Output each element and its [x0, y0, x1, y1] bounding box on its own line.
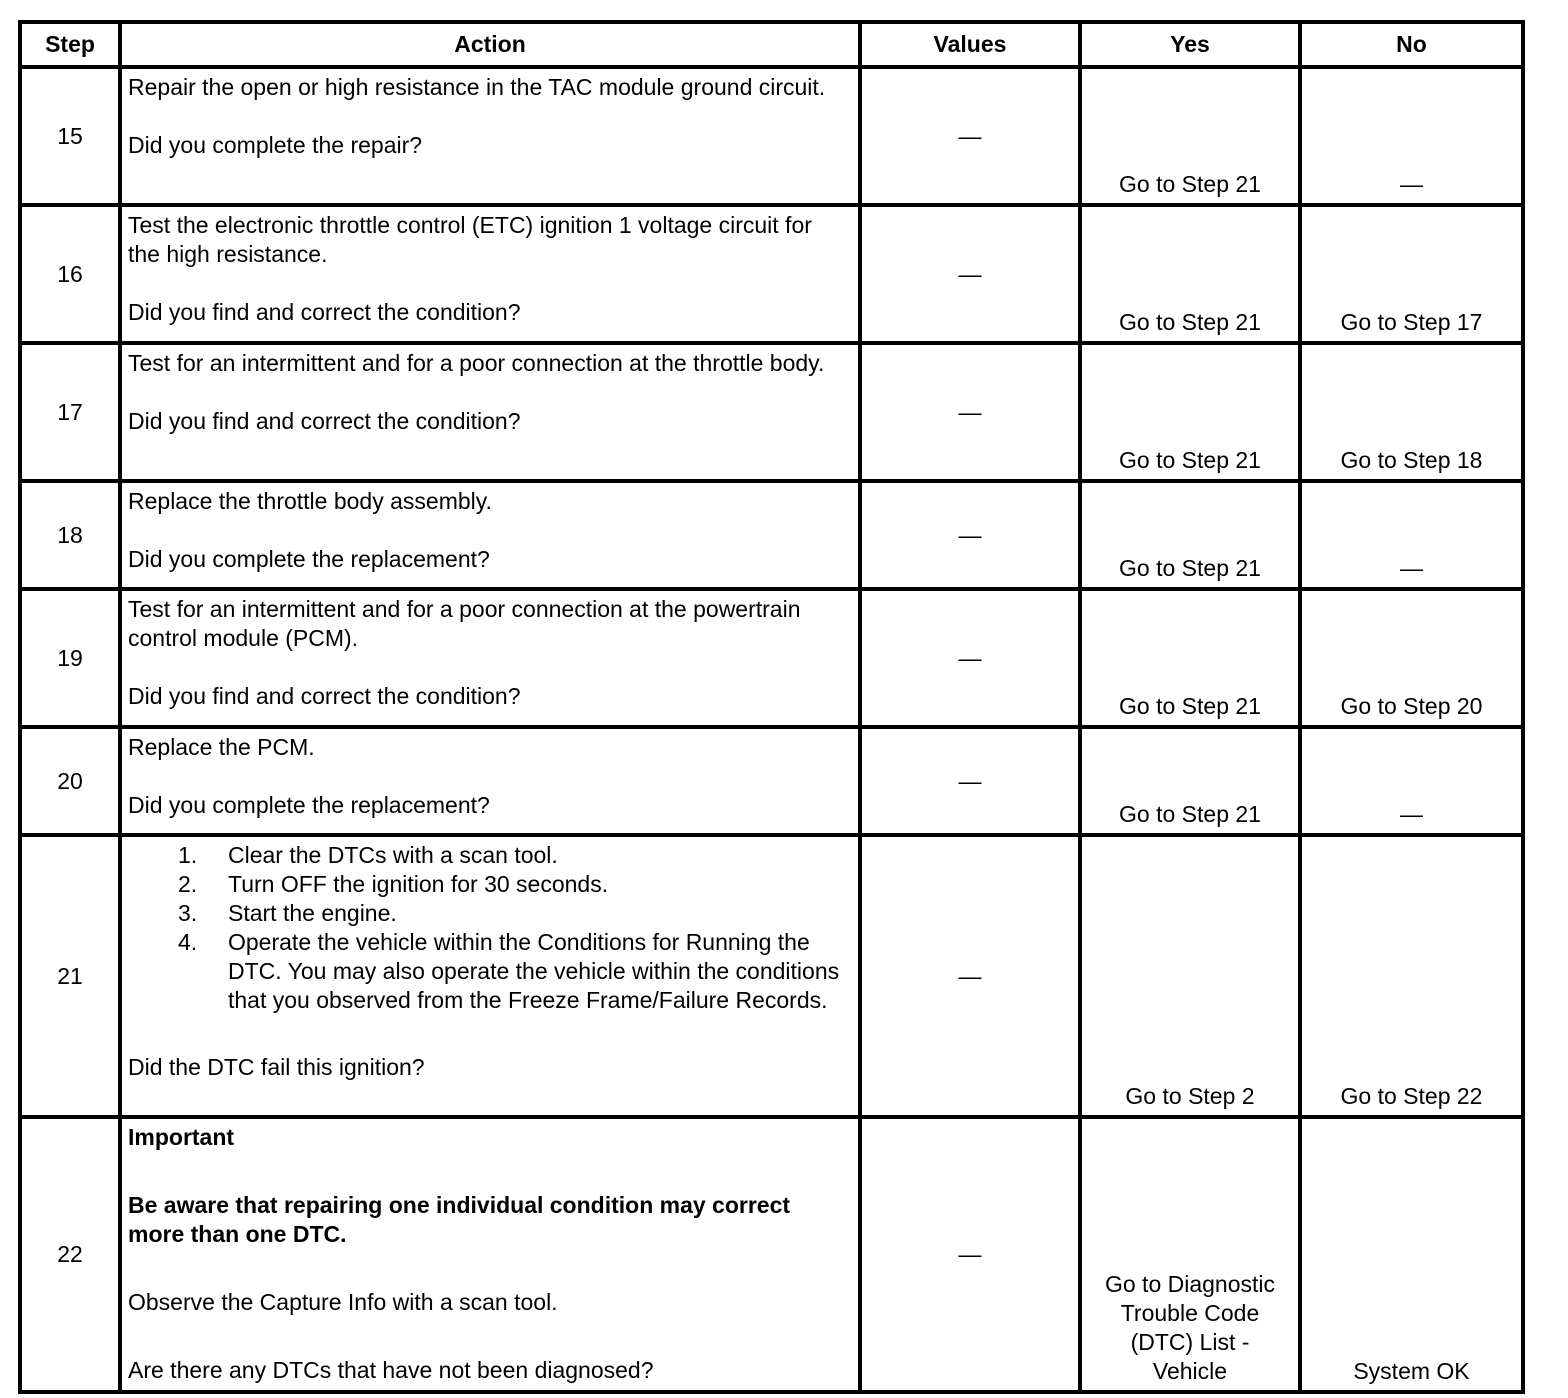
- action-cell: [120, 589, 860, 727]
- action-instruction: Replace the throttle body assembly.: [128, 488, 492, 514]
- no-cell: System OK: [1300, 1117, 1523, 1392]
- action-question: Did you find and correct the condition?: [128, 299, 521, 325]
- no-cell: Go to Step 17: [1300, 205, 1523, 343]
- values-cell: —: [860, 343, 1080, 481]
- no-cell: Go to Step 22: [1300, 835, 1523, 1117]
- no-cell: Go to Step 20: [1300, 589, 1523, 727]
- step-number: 21: [20, 835, 120, 1117]
- list-item: 4. Operate the vehicle within the Conditions for Running the DTC. You may also operate the vehicle within the conditions that you observed from the Freeze Frame/Failure Records.: [178, 929, 840, 1013]
- step-number: 20: [20, 727, 120, 835]
- yes-cell: Go to Step 2: [1080, 835, 1300, 1117]
- yes-cell: Go to Diagnostic Trouble Code (DTC) List - Vehicle: [1080, 1117, 1300, 1392]
- action-question: Are there any DTCs that have not been diagnosed?: [128, 1357, 654, 1383]
- action-instruction: Test for an intermittent and for a poor connection at the powertrain control module (PCM).: [128, 596, 801, 651]
- action-instruction: Test the electronic throttle control (ETC) ignition 1 voltage circuit for the high resistance.: [128, 212, 812, 267]
- header-no: No: [1300, 22, 1523, 67]
- diagnostic-table: [18, 20, 1525, 1394]
- values-cell: —: [860, 205, 1080, 343]
- header-values: Values: [860, 22, 1080, 67]
- table-row: [20, 343, 1523, 481]
- action-question: Did you complete the repair?: [128, 132, 423, 158]
- step-number: 17: [20, 343, 120, 481]
- values-cell: —: [860, 481, 1080, 589]
- important-warning: Be aware that repairing one individual condition may correct more than one DTC.: [128, 1192, 791, 1247]
- action-step-list: [128, 841, 850, 1015]
- action-question: Did you find and correct the condition?: [128, 683, 521, 709]
- action-cell: [120, 205, 860, 343]
- table-row: [20, 1117, 1523, 1392]
- header-action: Action: [120, 22, 860, 67]
- action-cell: [120, 67, 860, 205]
- values-cell: —: [860, 67, 1080, 205]
- list-item: 2. Turn OFF the ignition for 30 seconds.: [178, 871, 609, 897]
- values-cell: —: [860, 589, 1080, 727]
- yes-cell: Go to Step 21: [1080, 343, 1300, 481]
- step-number: 19: [20, 589, 120, 727]
- values-cell: —: [860, 1117, 1080, 1392]
- header-step: Step: [20, 22, 120, 67]
- action-question: Did you complete the replacement?: [128, 546, 490, 572]
- step-number: 16: [20, 205, 120, 343]
- header-yes: Yes: [1080, 22, 1300, 67]
- yes-cell: Go to Step 21: [1080, 205, 1300, 343]
- action-instruction: Repair the open or high resistance in the TAC module ground circuit.: [128, 74, 826, 100]
- action-cell: [120, 727, 860, 835]
- table-row: [20, 589, 1523, 727]
- yes-cell: Go to Step 21: [1080, 727, 1300, 835]
- no-cell: Go to Step 18: [1300, 343, 1523, 481]
- list-item: 3. Start the engine.: [178, 900, 397, 926]
- action-instruction: Observe the Capture Info with a scan tool.: [128, 1289, 558, 1315]
- table-row: [20, 205, 1523, 343]
- action-cell: [120, 343, 860, 481]
- table-row: [20, 67, 1523, 205]
- important-heading: Important: [128, 1124, 235, 1150]
- table-row: [20, 727, 1523, 835]
- yes-cell: Go to Step 21: [1080, 589, 1300, 727]
- action-instruction: Replace the PCM.: [128, 734, 315, 760]
- table-row: [20, 481, 1523, 589]
- step-number: 15: [20, 67, 120, 205]
- no-cell: —: [1300, 481, 1523, 589]
- action-question: Did the DTC fail this ignition?: [128, 1054, 425, 1080]
- values-cell: —: [860, 835, 1080, 1117]
- header-row: [20, 22, 1523, 67]
- action-question: Did you complete the replacement?: [128, 792, 490, 818]
- action-cell: [120, 481, 860, 589]
- step-number: 22: [20, 1117, 120, 1392]
- action-cell: [120, 1117, 860, 1392]
- table-row: [20, 835, 1523, 1117]
- values-cell: —: [860, 727, 1080, 835]
- action-instruction: Test for an intermittent and for a poor connection at the throttle body.: [128, 350, 825, 376]
- action-cell: [120, 835, 860, 1117]
- step-number: 18: [20, 481, 120, 589]
- no-cell: —: [1300, 67, 1523, 205]
- action-question: Did you find and correct the condition?: [128, 408, 521, 434]
- no-cell: —: [1300, 727, 1523, 835]
- list-item: 1. Clear the DTCs with a scan tool.: [178, 842, 558, 868]
- yes-cell: Go to Step 21: [1080, 481, 1300, 589]
- yes-cell: Go to Step 21: [1080, 67, 1300, 205]
